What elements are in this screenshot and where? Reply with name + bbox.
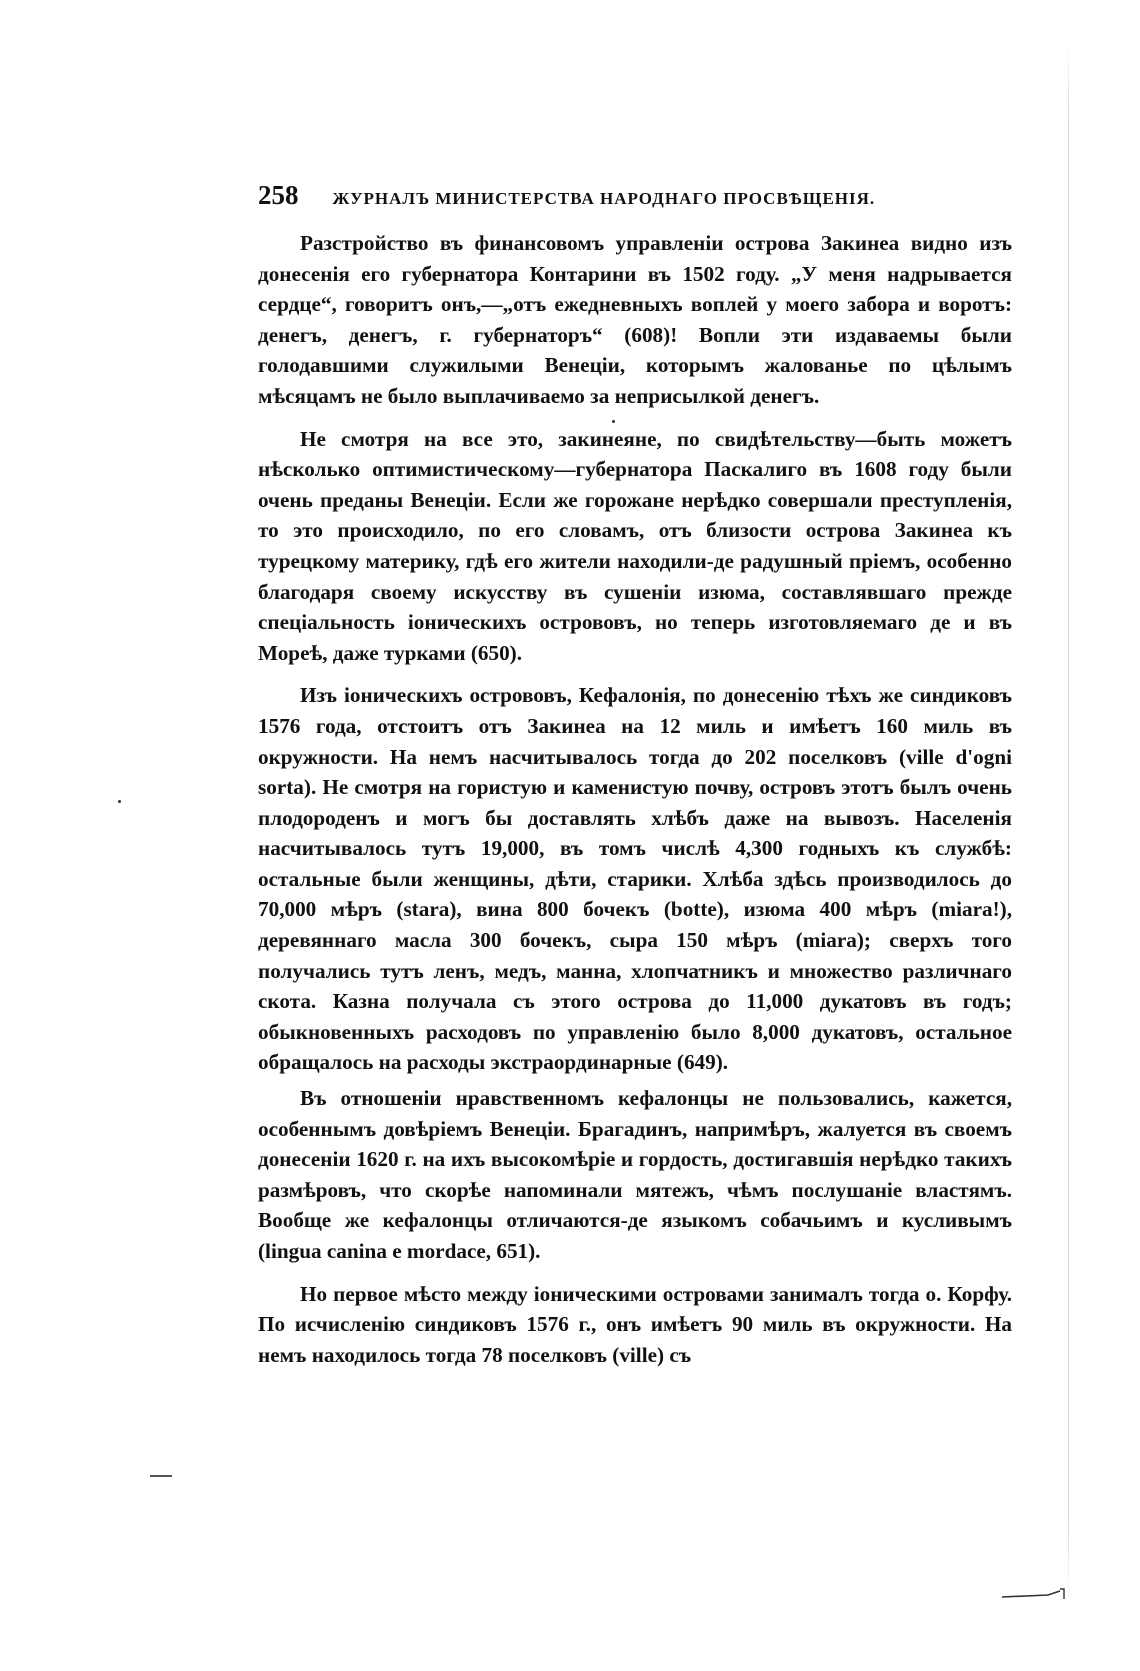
scan-speck (118, 800, 121, 803)
paragraph-5: Но первое мѣсто между іоническими островами занималъ тогда о. Корфу. По исчисленію синдиковъ 1576 г., онъ имѣетъ 90 миль въ окружности. На немъ находилось тогда 78 поселковъ (ville) съ (258, 1281, 1012, 1367)
scan-margin-rule (1068, 40, 1069, 1600)
page-header (258, 180, 1018, 220)
paragraph-4: Въ отношеніи нравственномъ кефалонцы не пользовались, кажется, особеннымъ довѣріемъ Венеціи. Брагадинъ, напримѣръ, жалуется въ своемъ донесеніи 1620 г. на ихъ высокомѣріе и гордость, достигавшія нерѣдко такихъ размѣровъ, что скорѣе напоминали мятежъ, чѣмъ послушаніе властямъ. Вообще же кефалонцы отличаются-де языкомъ собачьимъ и кусливымъ (lingua canina e mordace, 651). (258, 1086, 1012, 1263)
scan-corner-mark (1000, 1587, 1066, 1601)
paragraph-2: Не смотря на все это, закинеяне, по свидѣтельству—быть можетъ нѣсколько оптимистическому—губернатора Паскалиго въ 1608 году были очень преданы Венеціи. Если же горожане нерѣдко совершали преступленія, то это происходило, по его словамъ, отъ близости острова Закинеа къ турецкому материку, гдѣ его жители находили-де радушный пріемъ, особенно благодаря своему искусству въ сушеніи изюма, составлявшаго прежде спеціальность іоническихъ острововъ, но теперь изготовляемаго де и въ Мореѣ, даже турками (650). (258, 426, 1012, 665)
paragraph-3: Изъ іоническихъ острововъ, Кефалонія, по донесенію тѣхъ же синдиковъ 1576 года, отстоитъ отъ Закинеа на 12 миль и имѣетъ 160 миль въ окружности. На немъ насчитывалось тогда до 202 поселковъ (ville d'ogni sorta). Не смотря на гористую и каменистую почву, островъ этотъ былъ очень плодороденъ и могъ бы доставлять хлѣбъ даже на вывозъ. Населенія насчитывалось тутъ 19,000, въ томъ числѣ 4,300 годныхъ къ службѣ: остальные были женщины, дѣти, старики. Хлѣба здѣсь производилось до 70,000 мѣръ (stara), вина 800 бочекъ (botte), изюма 400 мѣръ (miara!), деревяннаго масла 300 бочекъ, сыра 150 мѣръ (miara); сверхъ того получались тутъ ленъ, медъ, манна, хлопчатникъ и множество различнаго скота. Казна получала съ этого острова до 11,000 дукатовъ въ годъ; обыкновенныхъ расходовъ по управленію было 8,000 дукатовъ, остальное обращалось на расходы экстраординарные (649). (258, 683, 1012, 1075)
running-title: ЖУРНАЛЪ МИНИСТЕРСТВА НАРОДНАГО ПРОСВѢЩЕНІЯ. (332, 189, 876, 208)
scan-dash-mark (150, 1475, 172, 1477)
paragraph-1: Разстройство въ финансовомъ управленіи острова Закинеа видно изъ донесенія его губернатора Контарини въ 1502 году. „У меня надрывается сердце“, говоритъ онъ,—„отъ ежедневныхъ воплей у моего забора и воротъ: денегъ, денегъ, г. губернаторъ“ (608)! Вопли эти издаваемы были голодавшими служилыми Венеціи, которымъ жалованье по цѣлымъ мѣсяцамъ не было выплачиваемо за неприсылкой денегъ. (258, 231, 1012, 408)
page-number: 258 (258, 180, 299, 210)
scan-speck (612, 420, 615, 423)
body-text (258, 228, 1012, 1375)
